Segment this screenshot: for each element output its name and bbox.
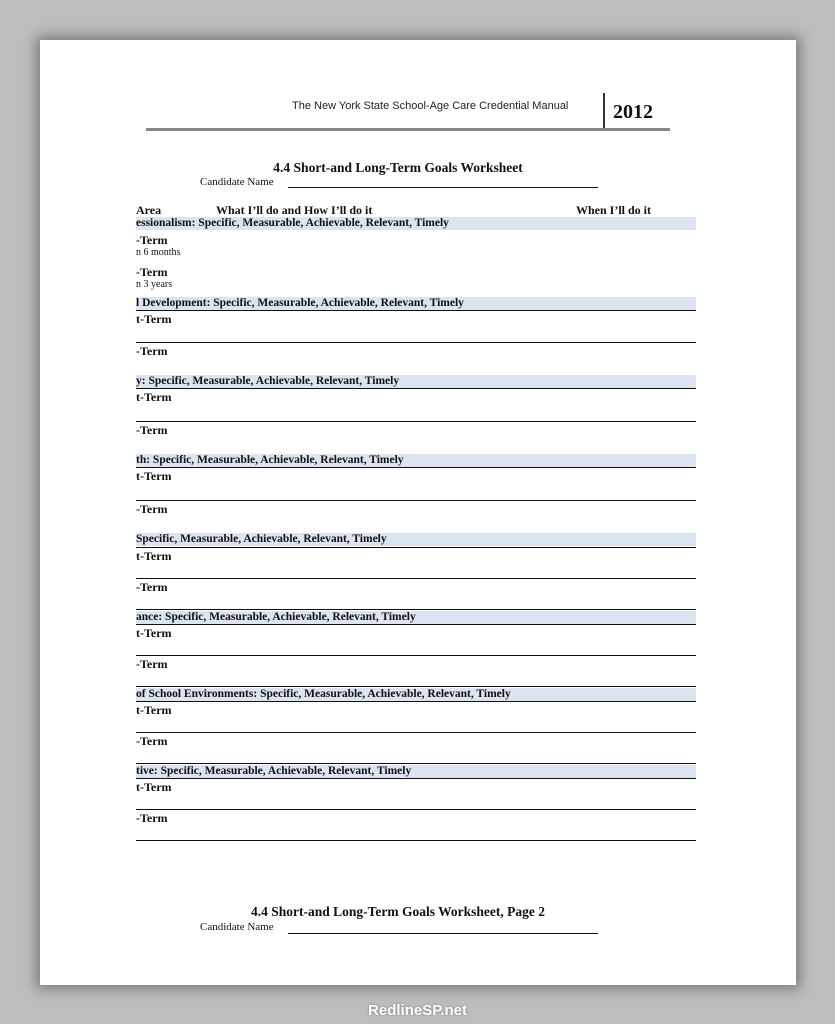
- writing-line[interactable]: [136, 686, 696, 687]
- candidate-name-line[interactable]: [288, 187, 598, 188]
- watermark: RedlineSP.net: [368, 1002, 467, 1019]
- writing-line[interactable]: [136, 467, 696, 468]
- writing-line[interactable]: [136, 732, 696, 733]
- writing-line[interactable]: [136, 840, 696, 841]
- short-term-label: t-Term: [136, 626, 172, 640]
- category-band: tive: Specific, Measurable, Achievable, Relevant, Timely: [136, 765, 696, 778]
- long-term-label: -Term: [136, 580, 168, 594]
- writing-line[interactable]: [136, 421, 696, 422]
- long-term-label: -Term: [136, 344, 168, 358]
- column-what: What I’ll do and How I’ll do it: [216, 203, 373, 217]
- writing-line[interactable]: [136, 547, 696, 548]
- worksheet-page2-title: 4.4 Short-and Long-Term Goals Worksheet, Page 2: [250, 904, 545, 919]
- long-term-label: -Term: [136, 657, 168, 671]
- long-term-label: -Term: [136, 423, 168, 437]
- category-band: l Development: Specific, Measurable, Achievable, Relevant, Timely: [136, 297, 696, 310]
- long-term-label: -Term: [136, 502, 168, 516]
- long-term-label: -Term: [136, 265, 168, 279]
- writing-line[interactable]: [136, 624, 696, 625]
- writing-line[interactable]: [136, 701, 696, 702]
- category-band: essionalism: Specific, Measurable, Achievable, Relevant, Timely: [136, 217, 696, 230]
- writing-line[interactable]: [136, 778, 696, 779]
- manual-title: The New York State School-Age Care Credential Manual: [292, 100, 569, 112]
- worksheet-page: [40, 40, 796, 985]
- column-area: Area: [136, 203, 162, 217]
- short-term-label: t-Term: [136, 469, 172, 483]
- short-term-label: t-Term: [136, 703, 172, 717]
- long-term-label: -Term: [136, 811, 168, 825]
- writing-line[interactable]: [136, 609, 696, 610]
- column-when: When I’ll do it: [576, 203, 652, 217]
- writing-line[interactable]: [136, 655, 696, 656]
- short-term-label: -Term: [136, 233, 168, 247]
- writing-line[interactable]: [136, 500, 696, 501]
- category-band: y: Specific, Measurable, Achievable, Relevant, Timely: [136, 375, 696, 388]
- short-term-label: t-Term: [136, 390, 172, 404]
- short-term-label: t-Term: [136, 312, 172, 326]
- writing-line[interactable]: [136, 388, 696, 389]
- candidate-name-label-page2: Candidate Name: [200, 921, 274, 933]
- worksheet-title: 4.4 Short-and Long-Term Goals Worksheet: [273, 160, 523, 175]
- category-band: Specific, Measurable, Achievable, Relevant, Timely: [136, 533, 696, 546]
- header-rule: [146, 128, 670, 131]
- writing-line[interactable]: [136, 578, 696, 579]
- writing-line[interactable]: [136, 763, 696, 764]
- candidate-name-line-page2[interactable]: [288, 933, 598, 934]
- category-band: ance: Specific, Measurable, Achievable, Relevant, Timely: [136, 611, 696, 624]
- category-band: th: Specific, Measurable, Achievable, Relevant, Timely: [136, 454, 696, 467]
- category-band: of School Environments: Specific, Measurable, Achievable, Relevant, Timely: [136, 688, 696, 701]
- short-term-label: t-Term: [136, 780, 172, 794]
- writing-line[interactable]: [136, 809, 696, 810]
- writing-line[interactable]: [136, 342, 696, 343]
- long-term-note: n 3 years: [136, 279, 173, 290]
- short-term-label: t-Term: [136, 549, 172, 563]
- manual-year: 2012: [613, 101, 653, 123]
- writing-line[interactable]: [136, 310, 696, 311]
- long-term-label: -Term: [136, 734, 168, 748]
- short-term-note: n 6 months: [136, 247, 181, 258]
- header-divider: [603, 93, 605, 129]
- candidate-name-label: Candidate Name: [200, 176, 274, 188]
